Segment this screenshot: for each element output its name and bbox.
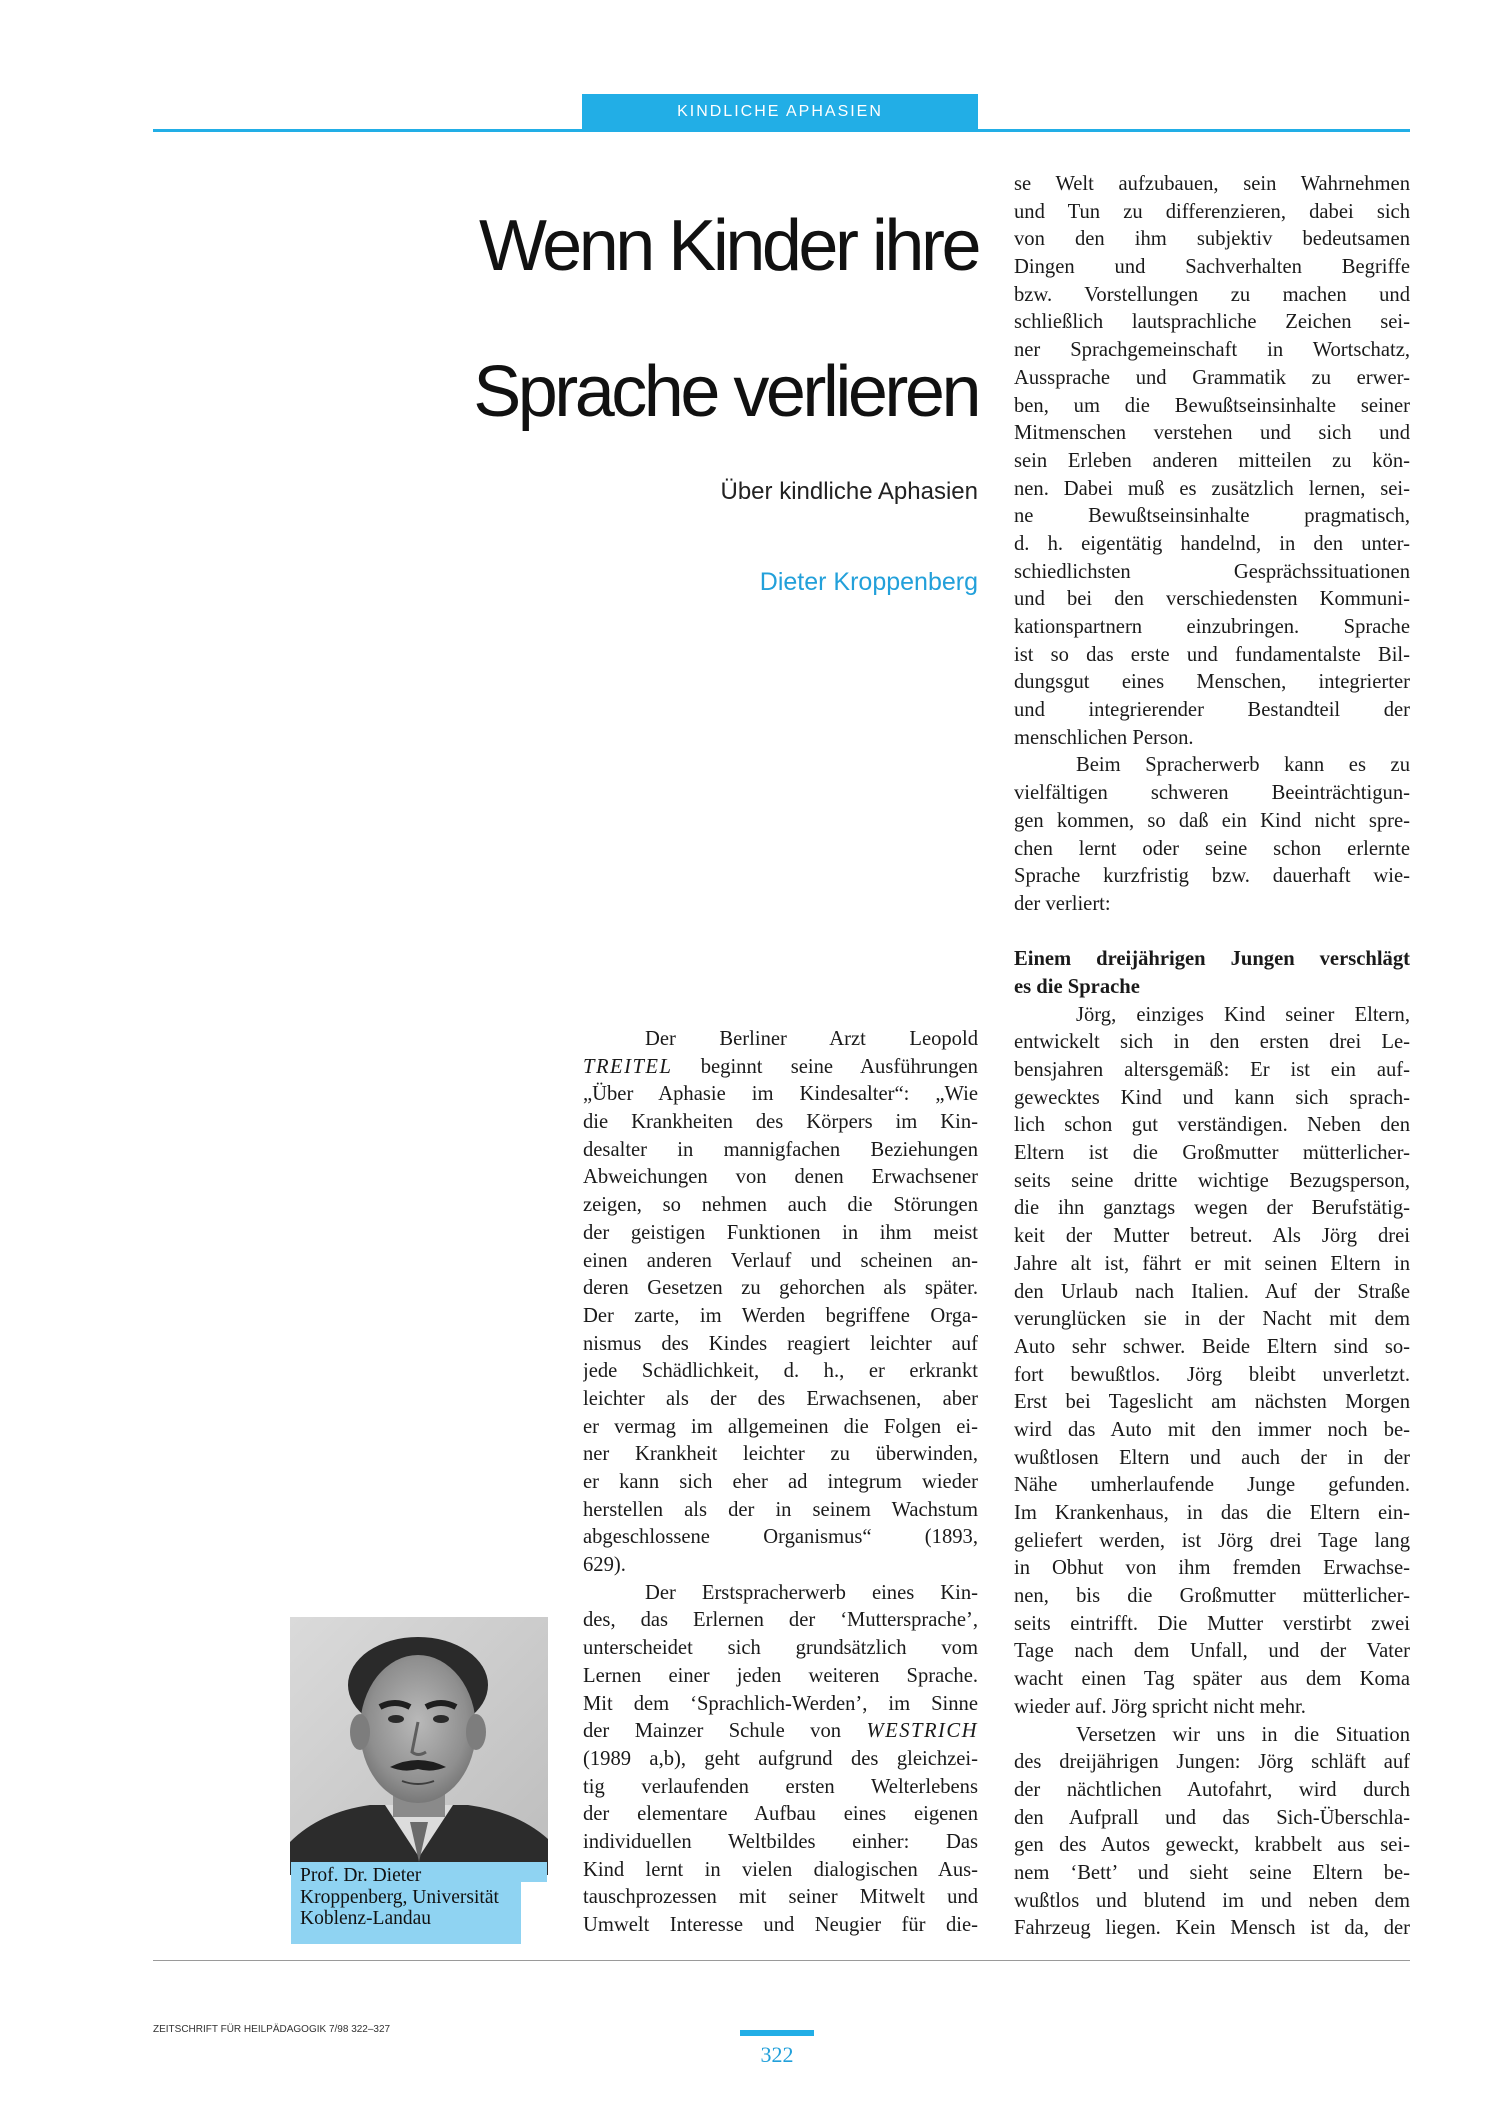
text-line: unterscheidet sich grundsätzlich vom [583,1637,978,1660]
text-line: die ihn ganztags wegen der Berufstätig- [1014,1197,1410,1220]
text-line: wieder auf. Jörg spricht nicht mehr. [1014,1695,1306,1718]
text-line: der verliert: [1014,892,1111,915]
article-title-line-2: Sprache verlieren [473,352,978,432]
text-line: entwickelt sich in den ersten drei Le- [1014,1031,1410,1054]
section-heading-line: Einem dreijährigen Jungen verschlägt [1014,948,1410,971]
article-author: Dieter Kroppenberg [759,568,978,596]
journal-reference: ZEITSCHRIFT FÜR HEILPÄDAGOGIK 7/98 322–327 [153,2024,391,2035]
text-line: „Über Aphasie im Kindesalter“: „Wie [583,1083,978,1106]
footer-rule [153,1960,1410,1961]
text-line: gen des Autos geweckt, krabbelt aus sei- [1014,1834,1410,1857]
text-line: ner Krankheit leichter zu überwinden, [583,1443,978,1466]
text-line: deren Gesetzen zu gehorchen als später. [583,1277,978,1300]
text-line: herstellen als der in seinem Wachstum [583,1498,978,1521]
page-number: 322 [760,2042,794,2067]
photo-caption-line: Koblenz-Landau [300,1908,432,1929]
text-line: Nähe umherlaufende Junge gefunden. [1014,1474,1410,1497]
right-column [1014,171,1410,1943]
text-line: nismus des Kindes reagiert leichter auf [583,1332,978,1355]
header-rule [153,129,1410,132]
text-line: verunglücken sie in der Nacht mit dem [1014,1308,1410,1331]
text-line: individuellen Weltbildes einher: Das [583,1830,978,1853]
text-line: der geistigen Funktionen in ihm meist [583,1221,978,1244]
text-line: keit der Mutter betreut. Als Jörg drei [1014,1225,1410,1248]
text-line: dungsgut eines Menschen, integrierter [1014,671,1410,694]
text-line: seits eintrifft. Die Mutter verstirbt zwei [1014,1612,1410,1635]
text-line: Der Erstspracherwerb eines Kin- [645,1581,978,1604]
text-line: jede Schädlichkeit, d. h., er erkrankt [583,1360,978,1383]
text-line: er kann sich eher ad integrum wieder [583,1471,978,1493]
text-line: lich schon gut verständigen. Neben den [1014,1114,1410,1137]
article-title-line-1: Wenn Kinder ihre [479,206,978,286]
text-line: bensjahren altersgemäß: Er ist ein auf- [1014,1059,1410,1081]
text-line: in Obhut von ihm fremden Erwachse- [1014,1557,1410,1580]
text-line: gen kommen, so daß ein Kind nicht spre- [1014,809,1410,832]
text-line: ne Bewußtseinsinhalte pragmatisch, [1014,505,1410,528]
text-line: Der zarte, im Werden begriffene Orga- [583,1304,978,1327]
text-line: den Aufprall und das Sich-Überschla- [1014,1806,1410,1829]
text-line: ben, um die Bewußtseinsinhalte seiner [1014,394,1410,417]
text-line: nen, bis die Großmutter mütterlicher- [1014,1585,1410,1608]
text-line: der nächtlichen Autofahrt, wird durch [1014,1778,1410,1801]
text-line: den Urlaub nach Italien. Auf der Straße [1014,1280,1410,1303]
text-line: wird das Auto mit den immer noch be- [1014,1418,1410,1441]
text-line: Mit dem ‘Sprachlich-Werden’, im Sinne [583,1692,978,1715]
text-line: Dingen und Sachverhalten Begriffe [1014,256,1410,279]
text-line: Lernen einer jeden weiteren Sprache. [583,1664,978,1687]
text-line: (1989 a,b), geht aufgrund des gleichzei- [583,1747,978,1770]
text-line: ist so das erste und fundamentalste Bil- [1014,643,1410,666]
text-line: wacht einen Tag später aus dem Koma [1014,1668,1410,1691]
text-line: Versetzen wir uns in die Situation [1076,1723,1410,1746]
author-photo [290,1617,548,1875]
text-line: Jörg, einziges Kind seiner Eltern, [1076,1003,1410,1026]
text-line: desalter in mannigfachen Beziehungen [583,1138,978,1161]
middle-column [583,1026,978,1940]
text-line: Mitmenschen verstehen und sich und [1014,422,1410,445]
text-line: die Krankheiten des Körpers im Kin- [583,1111,978,1134]
text-line: Tage nach dem Unfall, und der Vater [1014,1640,1410,1663]
author-name-treitel: TREITEL [583,1055,673,1078]
text-line: und integrierender Bestandteil der [1014,699,1410,722]
text-line: fort bewußtlos. Jörg bleibt unverletzt. [1014,1363,1410,1386]
text-line: abgeschlossene Organismus“ (1893, [583,1526,978,1549]
text-line: Abweichungen von denen Erwachsener [583,1166,978,1189]
text-line: des dreijährigen Jungen: Jörg schläft auf [1014,1751,1410,1774]
text-line: einen anderen Verlauf und scheinen an- [583,1249,978,1272]
text-line [583,1054,978,1082]
text-line: bzw. Vorstellungen zu machen und [1014,283,1410,306]
text-line: chen lernt oder seine schon erlernte [1014,837,1410,860]
text-line: 629). [583,1554,626,1577]
text-line: Eltern ist die Großmutter mütterlicher- [1014,1142,1410,1165]
text-line: nen. Dabei muß es zusätzlich lernen, sei- [1014,477,1410,500]
section-heading-line: es die Sprache [1014,975,1140,998]
text-line: und bei den verschiedensten Kommuni- [1014,588,1410,611]
text-line: er vermag im allgemeinen die Folgen ei- [583,1415,978,1438]
text-line: d. h. eigentätig handelnd, in den unter- [1014,532,1410,555]
section-tab: KINDLICHE APHASIEN [582,94,978,130]
text-line: Fahrzeug liegen. Kein Mensch ist da, der [1014,1917,1410,1940]
text-fragment: der Mainzer Schule von [583,1720,842,1743]
text-line: menschlichen Person. [1014,726,1194,749]
text-line [583,1718,978,1746]
author-portrait-drawing [290,1617,548,1875]
text-line: leichter als der des Erwachsenen, aber [583,1387,978,1410]
text-line: schiedlichsten Gesprächssituationen [1014,560,1410,583]
text-line: zeigen, so nehmen auch die Störungen [583,1194,978,1217]
text-line: Umwelt Interesse und Neugier für die- [583,1914,978,1936]
text-line: wußtlosen Eltern und auch der in der [1014,1446,1410,1469]
text-line: der elementare Aufbau eines eigenen [583,1803,978,1826]
text-line: seits seine dritte wichtige Bezugsperson, [1014,1169,1410,1192]
article-subtitle: Über kindliche Aphasien [720,478,978,505]
photo-caption-line: Kroppenberg, Universität [300,1886,499,1908]
text-line: Im Krankenhaus, in das die Eltern ein- [1014,1502,1410,1524]
author-name-westrich: WESTRICH [866,1720,978,1743]
text-line: sein Erleben anderen mitteilen zu kön- [1014,449,1410,472]
text-line: Sprache kurzfristig bzw. dauerhaft wie- [1014,865,1410,888]
text-line: tauschprozessen mit seiner Mitwelt und [583,1886,978,1909]
text-line: Aussprache und Grammatik zu erwer- [1014,366,1410,389]
text-line: kationspartnern einzubringen. Sprache [1014,616,1410,638]
text-line: Erst bei Tageslicht am nächsten Morgen [1014,1391,1410,1414]
text-line: Jahre alt ist, fährt er mit seinen Eltern in [1014,1252,1410,1275]
paragraph-gap [1014,919,1410,947]
text-line: nem ‘Bett’ und sieht seine Eltern be- [1014,1861,1410,1884]
page-number-bar [740,2030,814,2036]
text-line: Der Berliner Arzt Leopold [645,1028,978,1050]
text-line: Kind lernt in vielen dialogischen Aus- [583,1858,978,1881]
text-line: von den ihm subjektiv bedeutsamen [1014,228,1410,251]
text-line: und Tun zu differenzieren, dabei sich [1014,200,1410,223]
photo-caption-line: Prof. Dr. Dieter [300,1865,422,1886]
text-line: vielfältigen schweren Beeinträchtigun- [1014,782,1410,805]
text-fragment: beginnt seine Ausführungen [700,1055,978,1078]
photo-caption [300,1865,550,1930]
text-line: Beim Spracherwerb kann es zu [1076,754,1410,777]
text-line: des, das Erlernen der ‘Muttersprache’, [583,1609,978,1632]
text-line: schließlich lautsprachliche Zeichen sei- [1014,311,1410,334]
text-line: tig verlaufenden ersten Welterlebens [583,1775,978,1798]
text-line: gewecktes Kind und kann sich sprach- [1014,1086,1410,1109]
text-line: se Welt aufzubauen, sein Wahrnehmen [1014,173,1410,195]
text-line: geliefert werden, ist Jörg drei Tage lang [1014,1529,1410,1552]
text-line: Auto sehr schwer. Beide Eltern sind so- [1014,1335,1410,1358]
text-line: ner Sprachgemeinschaft in Wortschatz, [1014,339,1410,362]
text-line: wußtlos und blutend im und neben dem [1014,1889,1410,1912]
